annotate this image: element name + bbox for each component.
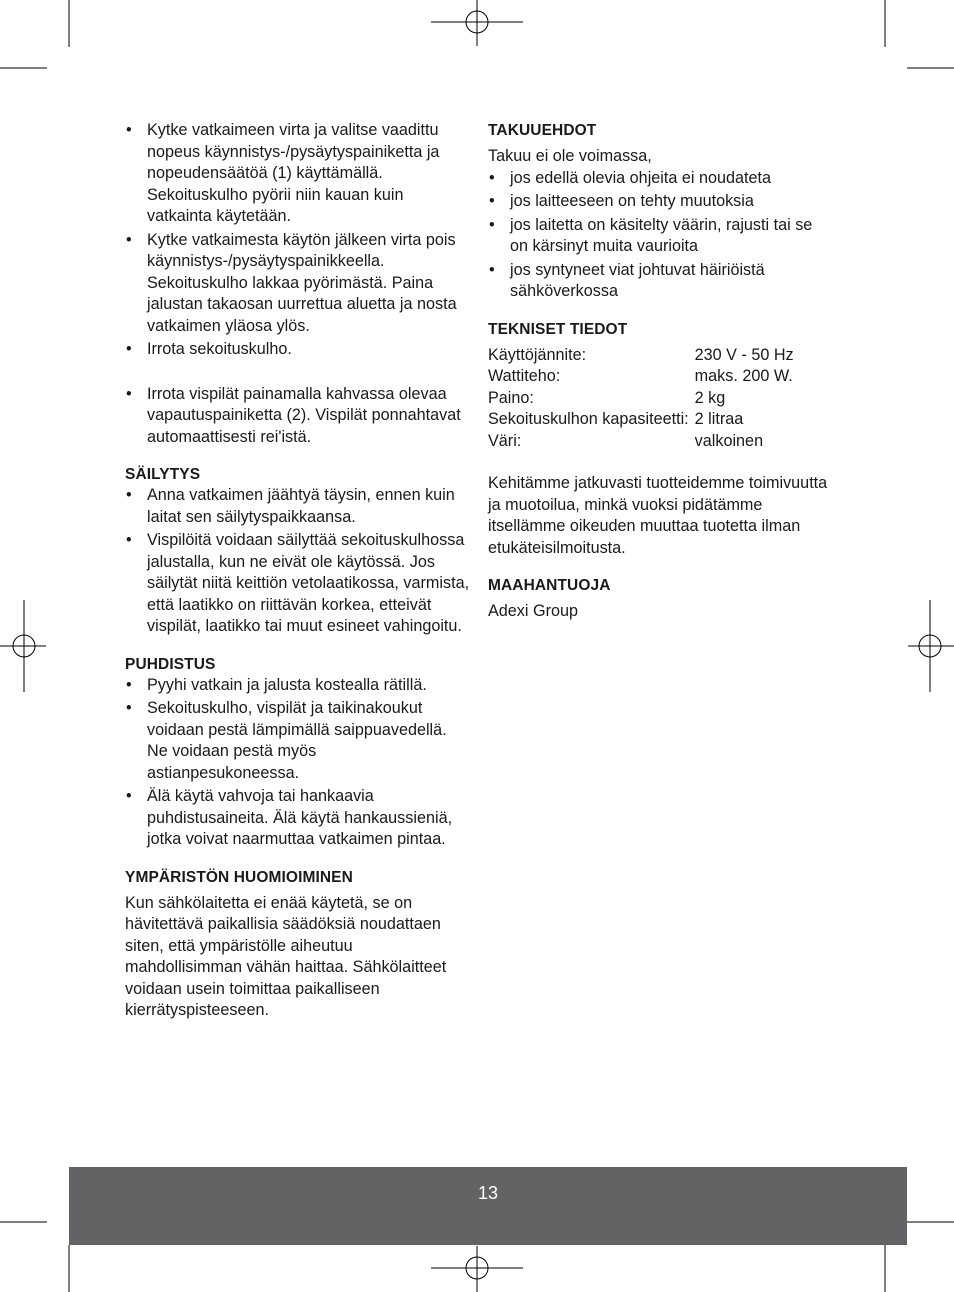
spacer xyxy=(488,452,828,473)
spec-label: Käyttöjännite: xyxy=(488,345,587,364)
left-column xyxy=(125,120,470,1022)
page-number: 13 xyxy=(477,1183,499,1203)
takuu-intro: Takuu ei ole voimassa, xyxy=(488,147,652,165)
table-row xyxy=(488,388,794,410)
heading-ymparisto: YMPÄRISTÖN HUOMIOIMINEN xyxy=(125,868,353,886)
registration-mark-bottom xyxy=(431,1246,523,1292)
table-row xyxy=(488,366,794,388)
list-item: • Vispilöitä voidaan säilyttää sekoituskulhossa jalustalla, kun ne eivät ole käytössä. Jos säilytät niitä keittiön vetolaatikossa, varmista, että laatikko on riittävän korkea, etteivät vispilät, laatikko tai muut esineet vahingoitu. xyxy=(125,530,470,638)
puhdistus-bullets xyxy=(125,675,470,851)
spec-value: 2 kg xyxy=(694,388,726,407)
list-item: • Sekoituskulho, vispilät ja taikinakoukut voidaan pestä lämpimällä saippuavedellä. Ne voidaan pestä myös astianpesukoneessa. xyxy=(125,698,470,784)
registration-mark-top xyxy=(431,0,523,46)
heading-tekniset: TEKNISET TIEDOT xyxy=(488,320,628,338)
specs-table xyxy=(488,345,794,453)
table-row xyxy=(488,409,794,431)
list-item: • jos laitteeseen on tehty muutoksia xyxy=(488,191,828,213)
heading-takuuehdot: TAKUUEHDOT xyxy=(488,122,597,139)
usage-bullets xyxy=(125,120,470,361)
list-item: • Kytke vatkaimesta käytön jälkeen virta pois käynnistys-/pysäytyspainikkeella. Sekoituskulho lakkaa pyörimästä. Paina jalustan takaosan uurrettua aluetta ja nosta vatkaimen yläosa ylös. xyxy=(125,230,470,338)
table-row xyxy=(488,345,794,367)
spacer xyxy=(125,363,470,384)
spec-value: 230 V - 50 Hz xyxy=(694,345,794,364)
list-item: • jos edellä olevia ohjeita ei noudateta xyxy=(488,168,828,190)
list-item: • Pyyhi vatkain ja jalusta kostealla rätillä. xyxy=(125,675,470,697)
spec-value: valkoinen xyxy=(694,431,764,450)
takuu-bullets xyxy=(488,168,828,303)
disclaimer-text: Kehitämme jatkuvasti tuotteidemme toimivuutta ja muotoilua, minkä vuoksi pidätämme itsellämme oikeuden muuttaa tuotetta ilman etukäteisilmoitusta. xyxy=(488,474,828,557)
ymparisto-text: Kun sähkölaitetta ei enää käytetä, se on hävitettävä paikallisia säädöksiä noudattaen siten, että ympäristölle aiheutuu mahdollisimman vähän haittaa. Sähkölaitteet voidaan usein toimittaa paikalliseen kierrätyspisteeseen. xyxy=(125,893,447,1019)
list-item: • jos syntyneet viat johtuvat häiriöistä sähköverkossa xyxy=(488,260,828,303)
heading-maahantuoja: MAAHANTUOJA xyxy=(488,577,611,594)
list-item: • Irrota sekoituskulho. xyxy=(125,339,470,361)
list-item: • jos laitetta on käsitelty väärin, rajusti tai se on kärsinyt muita vaurioita xyxy=(488,215,828,258)
heading-puhdistus: PUHDISTUS xyxy=(125,655,216,673)
footer-bar xyxy=(69,1167,907,1245)
usage-bullets-2 xyxy=(125,384,470,449)
spec-value: maks. 200 W. xyxy=(694,367,793,385)
registration-mark-right xyxy=(908,600,954,692)
list-item: • Älä käytä vahvoja tai hankaavia puhdistusaineita. Älä käytä hankaussieniä, jotka voivat naarmuttaa vatkaimen pintaa. xyxy=(125,786,470,851)
spec-label: Väri: xyxy=(488,431,522,450)
spec-label: Paino: xyxy=(488,388,534,407)
list-item: • Irrota vispilät painamalla kahvassa olevaa vapautuspainiketta (2). Vispilät ponnahtavat automaattisesti rei'istä. xyxy=(125,384,470,449)
sailytys-bullets xyxy=(125,485,470,638)
spec-label: Wattiteho: xyxy=(488,367,561,385)
list-item: • Kytke vatkaimeen virta ja valitse vaadittu nopeus käynnistys-/pysäytyspainiketta ja nopeudensäätöä (1) käyttämällä. Sekoituskulho pyörii niin kauan kuin vatkainta käytetään. xyxy=(125,120,470,228)
list-item: • Anna vatkaimen jäähtyä täysin, ennen kuin laitat sen säilytyspaikkaansa. xyxy=(125,485,470,528)
table-row xyxy=(488,431,794,453)
registration-mark-left xyxy=(0,600,46,692)
right-column xyxy=(488,120,828,623)
importer-text: Adexi Group xyxy=(488,602,578,620)
spec-value: 2 litraa xyxy=(694,410,744,428)
spec-label: Sekoituskulhon kapasiteetti: xyxy=(488,410,689,428)
heading-sailytys: SÄILYTYS xyxy=(125,466,201,483)
